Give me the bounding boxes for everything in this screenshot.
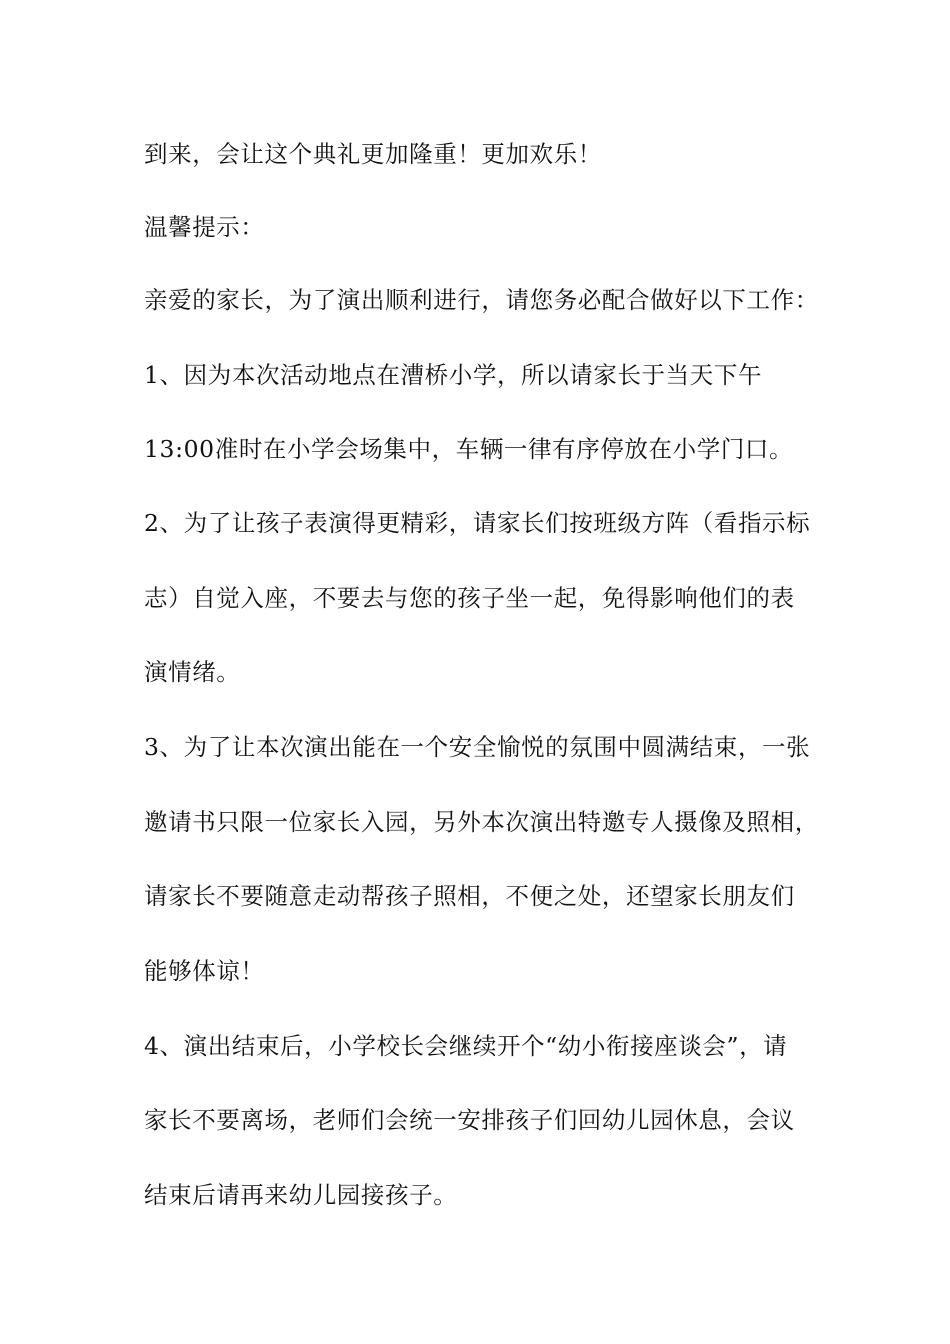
text-line-closing-sentence: 到来，会让这个典礼更加隆重！更加欢乐！	[144, 140, 602, 168]
text-line-item-3: 3、为了让本次演出能在一个安全愉悦的氛围中圆满结束，一张	[144, 733, 811, 761]
text-line-item-3-cont: 邀请书只限一位家长入园，另外本次演出特邀专人摄像及照相，	[144, 808, 819, 836]
text-line-item-2-end: 演情绪。	[144, 658, 241, 686]
text-line-item-4-cont: 家长不要离场，老师们会统一安排孩子们回幼儿园休息，会议	[144, 1106, 795, 1134]
text-line-item-3-cont-2: 请家长不要随意走动帮孩子照相，不便之处，还望家长朋友们	[144, 882, 795, 910]
text-line-item-3-end: 能够体谅！	[144, 957, 265, 985]
text-line-item-1-cont: 13:00准时在小学会场集中，车辆一律有序停放在小学门口。	[144, 435, 794, 463]
text-line-greeting: 亲爱的家长，为了演出顺利进行，请您务必配合做好以下工作：	[144, 286, 819, 314]
text-line-item-4-end: 结束后请再来幼儿园接孩子。	[144, 1181, 458, 1209]
text-line-item-1: 1、因为本次活动地点在漕桥小学，所以请家长于当天下午	[144, 361, 763, 389]
text-line-item-2: 2、为了让孩子表演得更精彩，请家长们按班级方阵（看指示标	[144, 509, 811, 537]
text-line-reminder-heading: 温馨提示：	[144, 213, 265, 241]
text-line-item-4: 4、演出结束后，小学校长会继续开个“幼小衔接座谈会”，请	[144, 1032, 788, 1060]
text-line-item-2-cont: 志）自觉入座，不要去与您的孩子坐一起，免得影响他们的表	[144, 584, 795, 612]
